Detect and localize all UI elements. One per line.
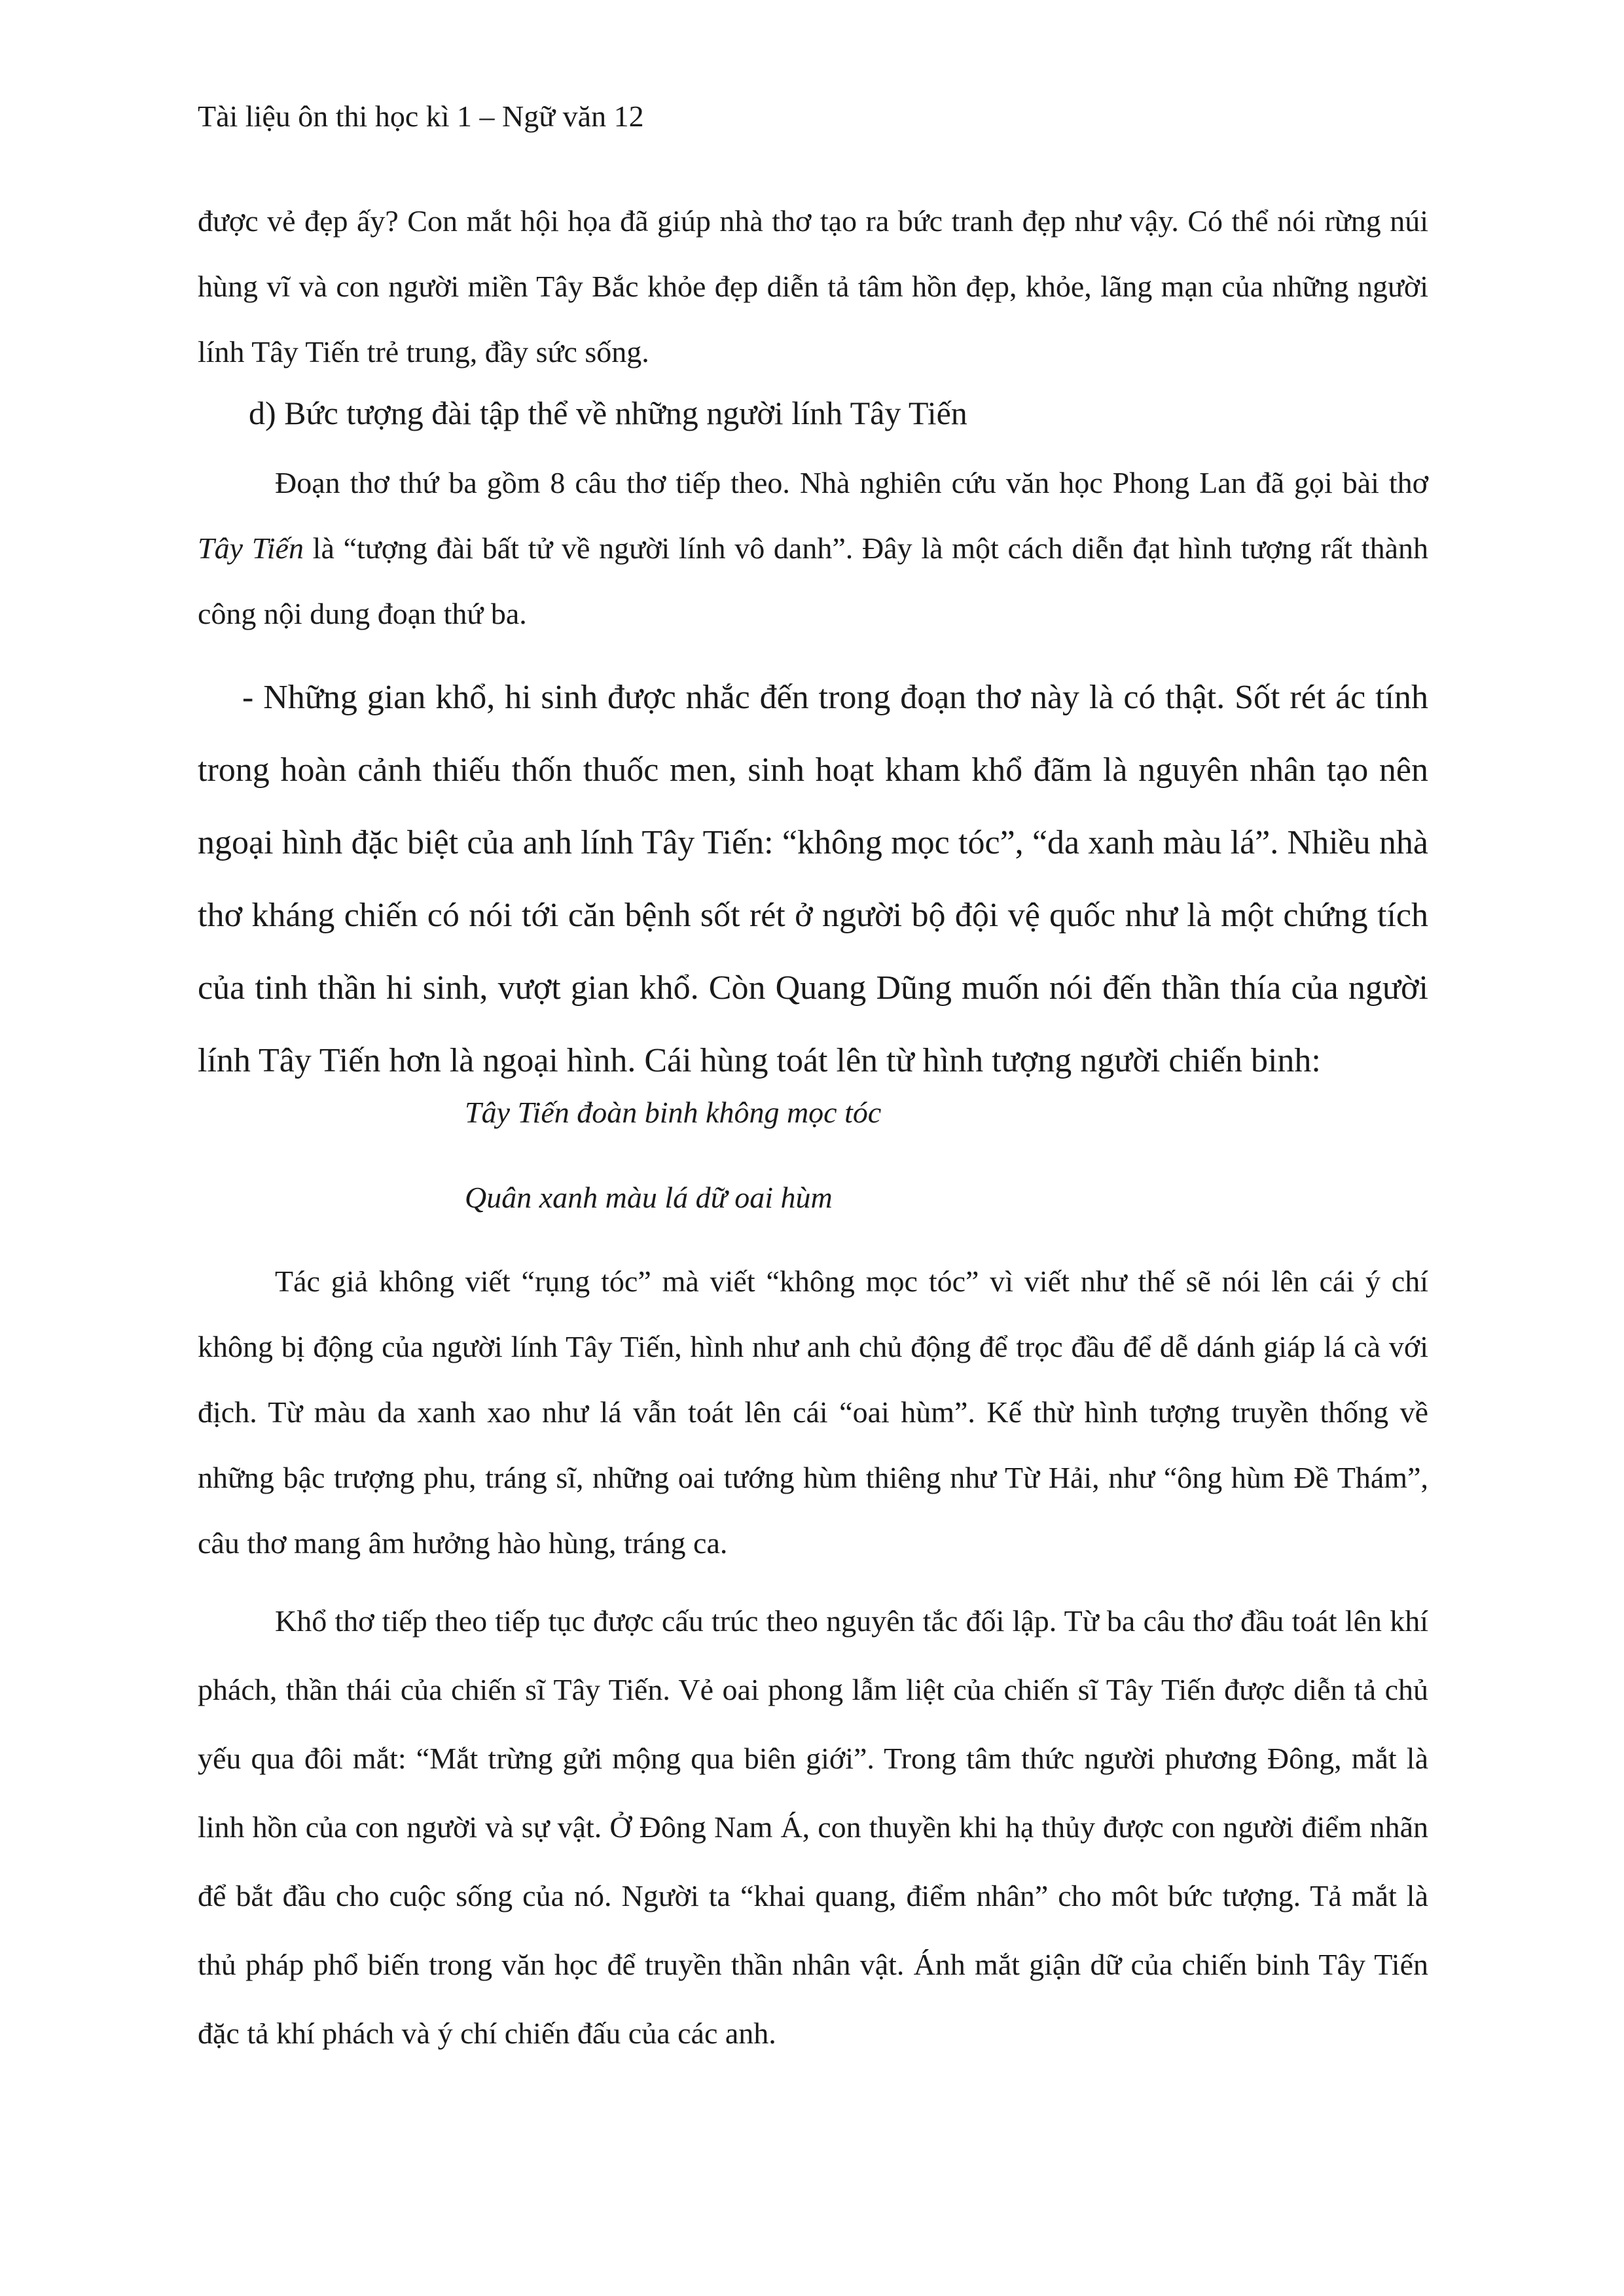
paragraph-text: là “tượng đài bất tử về người lính vô danh”. Đây là một cách diễn đạt hình tượng rất thành công nội dung đoạn thứ ba. <box>198 531 1428 630</box>
paragraph-text: Đoạn thơ thứ ba gồm 8 câu thơ tiếp theo. Nhà nghiên cứu văn học Phong Lan đã gọi bài thơ <box>275 466 1428 499</box>
paragraph-third-stanza <box>198 450 1428 647</box>
section-heading-d: d) Bức tượng đài tập thể về những người lính Tây Tiến <box>249 395 967 431</box>
verse-line-1: Tây Tiến đoàn binh không mọc tóc <box>465 1096 882 1129</box>
poem-title: Tây Tiến <box>198 531 304 565</box>
verse-line-2: Quân xanh màu lá dữ oai hùm <box>465 1181 833 1214</box>
paragraph-analysis: Tác giả không viết “rụng tóc” mà viết “không mọc tóc” vì viết như thế sẽ nói lên cái ý chí không bị động của người lính Tây Tiến, hình như anh chủ động để trọc đầu để dễ dánh giáp lá cà với địch. Từ màu da xanh xao như lá vẫn toát lên cái “oai hùm”. Kế thừ hình tượng truyền thống về những bậc trượng phu, tráng sĩ, những oai tướng hùm thiêng như Từ Hải, như “ông hùm Đề Thám”, câu thơ mang âm hưởng hào hùng, tráng ca. <box>198 1265 1428 1560</box>
paragraph-hardship: - Những gian khổ, hi sinh được nhắc đến trong đoạn thơ này là có thật. Sốt rét ác tính trong hoàn cảnh thiếu thốn thuốc men, sinh hoạt kham khổ đãm là nguyên nhân tạo nên ngoại hình đặc biệt của anh lính Tây Tiến: “không mọc tóc”, “da xanh màu lá”. Nhiều nhà thơ kháng chiến có nói tới căn bệnh sốt rét ở người bộ đội vệ quốc như là một chứng tích của tinh thần hi sinh, vượt gian khổ. Còn Quang Dũng muốn nói đến thần thía của người lính Tây Tiến hơn là ngoại hình. Cái hùng toát lên từ hình tượng người chiến binh: <box>198 679 1428 1079</box>
page-header: Tài liệu ôn thi học kì 1 – Ngữ văn 12 <box>198 99 644 133</box>
paragraph-eyes: Khổ thơ tiếp theo tiếp tục được cấu trúc theo nguyên tắc đối lập. Từ ba câu thơ đầu toát lên khí phách, thần thái của chiến sĩ Tây Tiến. Vẻ oai phong lẫm liệt của chiến sĩ Tây Tiến được diễn tả chủ yếu qua đôi mắt: “Mắt trừng gửi mộng qua biên giới”. Trong tâm thức người phương Đông, mắt là linh hồn của con người và sự vật. Ở Đông Nam Á, con thuyền khi hạ thủy được con người điểm nhãn để bắt đầu cho cuộc sống của nó. Người ta “khai quang, điểm nhân” cho môt bức tượng. Tả mắt là thủ pháp phổ biến trong văn học để truyền thần nhân vật. Ánh mắt giận dữ của chiến binh Tây Tiến đặc tả khí phách và ý chí chiến đấu của các anh. <box>198 1604 1428 2050</box>
paragraph-intro: được vẻ đẹp ấy? Con mắt hội họa đã giúp nhà thơ tạo ra bức tranh đẹp như vậy. Có thể nói rừng núi hùng vĩ và con người miền Tây Bắc khỏe đẹp diễn tả tâm hồn đẹp, khỏe, lãng mạn của những người lính Tây Tiến trẻ trung, đầy sức sống. <box>198 204 1428 368</box>
